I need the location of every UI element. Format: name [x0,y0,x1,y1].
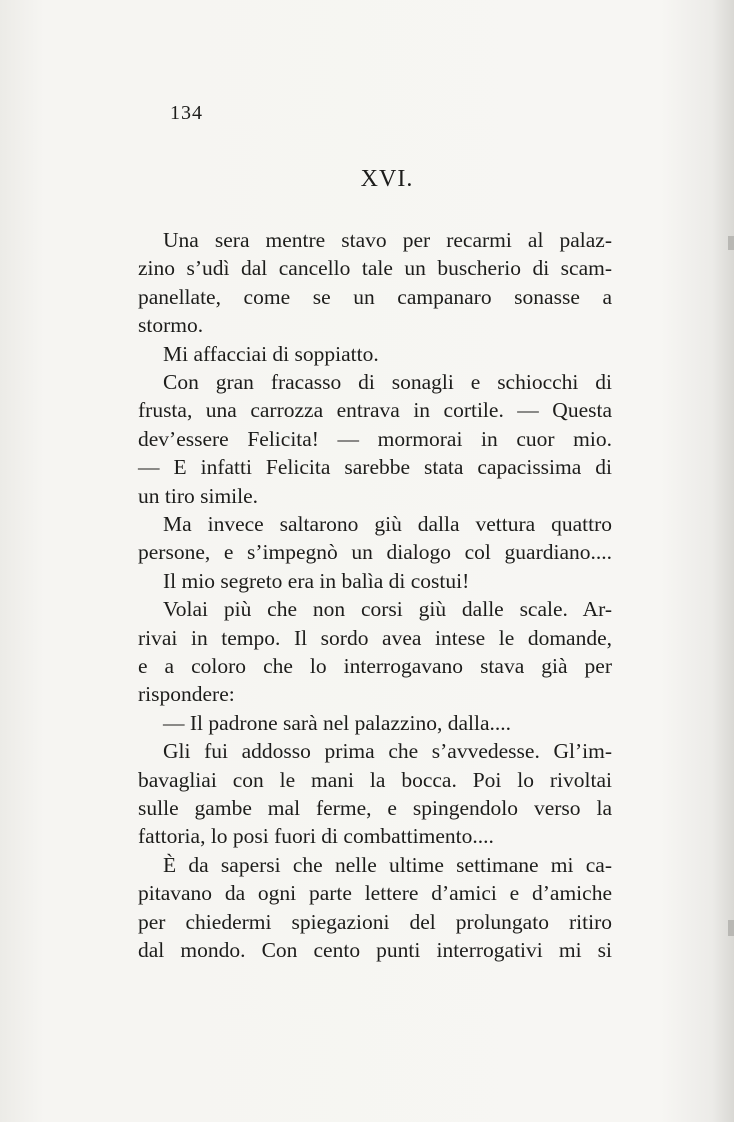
text-line: — E infatti Felicita sarebbe stata capacissima di [138,455,612,480]
text-line: un tiro simile. [138,483,259,508]
text-line: pitavano da ogni parte lettere d’amici e d’amiche [138,881,612,906]
text-line: Ma invece saltarono giù dalla vettura quattro [163,512,612,536]
text-line: È da sapersi che nelle ultime settimane mi ca- [163,852,612,877]
text-line: dal mondo. Con cento punti interrogativi mi si [138,938,612,962]
text-line: rivai in tempo. Il sordo avea intese le domande, [138,625,612,650]
chapter-heading: XVI. [360,166,414,192]
text-line: persone, e s’impegnò un dialogo col guardiano.... [138,540,612,565]
page-edge-mark [728,920,734,936]
text-line: Con gran fracasso di sonagli e schiocchi di [163,370,612,394]
text-line: sulle gambe mal ferme, e spingendolo verso la [138,796,612,820]
text-line: stormo. [138,313,204,338]
page-edge-mark [728,236,734,250]
text-line: fattoria, lo posi fuori di combattimento.... [138,824,494,849]
text-line: dev’essere Felicita! — mormorai in cuor mio. [138,426,612,451]
page-number: 134 [170,102,203,124]
text-line: e a coloro che lo interrogavano stava già per [138,654,612,678]
text-line: panellate, come se un campanaro sonasse a [138,284,612,309]
text-line: zino s’udì dal cancello tale un buscherio di scam- [138,256,612,281]
text-line: Il mio segreto era in balìa di costui! [163,568,470,593]
text-line: per chiedermi spiegazioni del prolungato ritiro [138,909,612,934]
text-line: bavagliai con le mani la bocca. Poi lo rivoltai [138,767,612,792]
text-line: Una sera mentre stavo per recarmi al palaz- [163,228,612,252]
text-line: — Il padrone sarà nel palazzino, dalla.... [163,710,512,735]
text-line: Gli fui addosso prima che s’avvedesse. Gl’im- [163,739,612,764]
text-line: Volai più che non corsi giù dalle scale. Ar- [163,597,612,622]
text-line: Mi affacciai di soppiatto. [163,341,379,366]
text-line: frusta, una carrozza entrava in cortile. — Questa [138,398,612,423]
text-line: rispondere: [138,682,235,707]
